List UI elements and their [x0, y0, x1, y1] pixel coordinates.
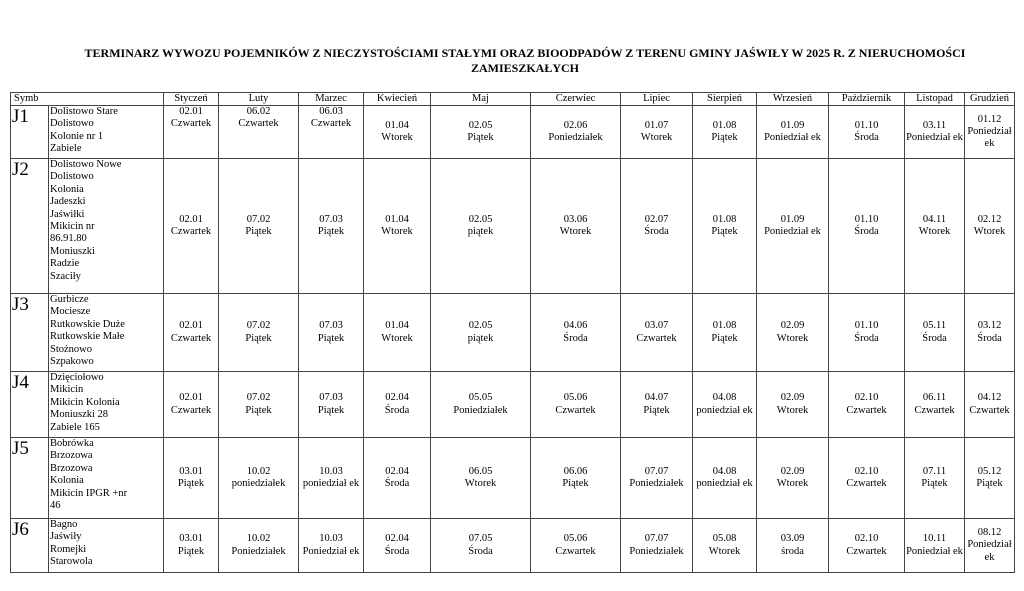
pickup-weekday: Poniedziałek — [629, 545, 684, 557]
pickup-date: 10.03 — [319, 533, 343, 545]
header-month: Marzec — [299, 93, 364, 106]
header-month: Czerwiec — [531, 93, 621, 106]
pickup-cell — [431, 519, 531, 573]
pickup-cell — [757, 106, 829, 159]
pickup-weekday: Poniedział ek — [906, 545, 963, 557]
pickup-date: 01.04 — [385, 320, 409, 332]
pickup-weekday: Środa — [384, 478, 410, 489]
pickup-cell — [364, 294, 431, 372]
pickup-cell — [364, 519, 431, 573]
pickup-date: 04.07 — [644, 392, 669, 404]
pickup-cell — [757, 159, 829, 294]
area-name: Kolonia — [50, 475, 84, 487]
pickup-cell — [164, 159, 219, 294]
pickup-weekday: Czwartek — [969, 404, 1010, 416]
pickup-cell — [219, 159, 299, 294]
pickup-cell — [164, 294, 219, 372]
schedule-row — [11, 372, 1015, 438]
pickup-weekday: Poniedziałek — [967, 125, 1012, 150]
area-name: Brzozowa — [50, 450, 93, 462]
pickup-weekday: Piątek — [317, 332, 345, 344]
pickup-date: 06.11 — [922, 392, 947, 404]
pickup-cell — [905, 438, 965, 519]
pickup-weekday: Środa — [644, 226, 669, 237]
pickup-cell — [219, 519, 299, 573]
pickup-cell — [364, 438, 431, 519]
header-month: Listopad — [905, 93, 965, 106]
area-name: Bobrówka — [50, 438, 94, 449]
pickup-cell — [299, 294, 364, 372]
pickup-date: 07.07 — [644, 533, 669, 545]
header-month: Luty — [219, 93, 299, 106]
pickup-cell — [693, 519, 757, 573]
pickup-weekday: Środa — [922, 332, 947, 344]
header-symb: Symb — [11, 93, 164, 106]
pickup-date: 07.03 — [319, 392, 343, 404]
area-name: Gurbicze — [50, 294, 89, 305]
pickup-cell — [621, 372, 693, 438]
pickup-cell — [364, 372, 431, 438]
area-name: Zabiele — [50, 143, 82, 155]
pickup-weekday: Poniedziałek — [967, 539, 1012, 563]
area-name: Dolistowo Stare — [50, 106, 118, 117]
pickup-date: 01.08 — [712, 213, 737, 225]
area-name: Szaciły — [50, 270, 81, 282]
schedule-row — [11, 294, 1015, 372]
pickup-date: 01.08 — [712, 320, 737, 332]
pickup-date: 04.12 — [977, 392, 1002, 404]
pickup-cell — [431, 372, 531, 438]
pickup-weekday: poniedział ek — [696, 478, 753, 489]
pickup-date: 02.01 — [179, 392, 203, 404]
pickup-date: 08.12 — [977, 527, 1002, 539]
pickup-cell — [431, 159, 531, 294]
pickup-weekday: Piątek — [711, 226, 738, 237]
header-month: Październik — [829, 93, 905, 106]
pickup-weekday: piątek — [467, 226, 494, 237]
pickup-cell — [693, 294, 757, 372]
pickup-cell — [829, 519, 905, 573]
header-month: Sierpień — [693, 93, 757, 106]
pickup-date: 02.01 — [179, 320, 203, 332]
pickup-weekday: Środa — [854, 132, 879, 143]
pickup-date: 03.12 — [977, 320, 1002, 332]
pickup-weekday: poniedział ek — [696, 404, 753, 416]
pickup-date: 02.09 — [780, 320, 805, 332]
pickup-weekday: Poniedział ek — [764, 132, 821, 143]
pickup-cell — [531, 106, 621, 159]
pickup-cell — [431, 294, 531, 372]
pickup-date: 02.05 — [468, 320, 493, 332]
route-symbol: J1 — [11, 106, 49, 159]
pickup-weekday: Wtorek — [559, 226, 592, 237]
document-title: TERMINARZ WYWOZU POJEMNIKÓW Z NIECZYSTOŚCIAMI STAŁYMI ORAZ BIOODPADÓW Z TERENU GMINY JAŚWIŁY W 2025 R. Z NIERUCHOMOŚCI ZAMIESZKAŁYCH — [84, 46, 966, 75]
schedule-row — [11, 438, 1015, 519]
pickup-date: 04.08 — [712, 392, 737, 404]
route-symbol: J5 — [11, 438, 49, 519]
area-name: 46 — [50, 500, 61, 512]
pickup-weekday: Wtorek — [640, 132, 673, 143]
header-month: Kwiecień — [364, 93, 431, 106]
pickup-cell — [905, 159, 965, 294]
pickup-date: 03.07 — [644, 320, 669, 332]
pickup-cell — [621, 438, 693, 519]
area-name: Kolonie nr 1 — [50, 130, 104, 142]
pickup-weekday: Piątek — [317, 404, 345, 416]
pickup-date: 02.09 — [780, 392, 805, 404]
pickup-date: 02.12 — [977, 213, 1002, 225]
area-name: Szpakowo — [50, 356, 94, 368]
pickup-date: 01.10 — [854, 320, 879, 332]
pickup-date: 03.01 — [179, 465, 203, 477]
pickup-cell — [531, 519, 621, 573]
pickup-cell — [757, 372, 829, 438]
pickup-cell — [829, 438, 905, 519]
pickup-date: 07.03 — [319, 320, 343, 332]
pickup-cell — [829, 106, 905, 159]
pickup-cell — [693, 106, 757, 159]
pickup-date: 10.02 — [246, 533, 271, 545]
pickup-weekday: Środa — [854, 226, 879, 237]
pickup-cell — [757, 519, 829, 573]
pickup-weekday: Piątek — [467, 132, 494, 143]
pickup-cell — [965, 106, 1015, 159]
pickup-weekday: Czwartek — [846, 545, 887, 557]
pickup-date: 01.09 — [780, 119, 805, 131]
area-name: Starowola — [50, 556, 93, 568]
pickup-date: 07.07 — [644, 465, 669, 477]
pickup-date: 06.03 — [319, 106, 343, 117]
area-name: Rutkowskie Duże — [50, 318, 125, 330]
area-name: Mikicin Kolonia — [50, 396, 120, 408]
pickup-date: 02.10 — [854, 392, 879, 404]
pickup-weekday: Czwartek — [310, 118, 352, 130]
area-name: Mikicin IPGR +nr — [50, 487, 128, 499]
pickup-date: 07.02 — [246, 320, 271, 332]
pickup-weekday: Środa — [563, 332, 588, 344]
pickup-weekday: Czwartek — [636, 332, 677, 344]
pickup-weekday: Wtorek — [381, 226, 413, 237]
pickup-date: 01.07 — [644, 119, 669, 131]
pickup-weekday: Poniedziałek — [453, 404, 508, 416]
pickup-cell — [164, 519, 219, 573]
pickup-cell — [364, 159, 431, 294]
pickup-date: 02.05 — [468, 213, 493, 225]
pickup-weekday: poniedział ek — [302, 478, 360, 489]
pickup-weekday: Wtorek — [776, 332, 809, 344]
pickup-cell — [164, 438, 219, 519]
area-name: Bagno — [50, 519, 78, 530]
pickup-date: 03.06 — [563, 213, 588, 225]
pickup-weekday: Piątek — [177, 478, 205, 489]
area-name: Dolistowo Nowe — [50, 159, 122, 170]
pickup-cell — [965, 438, 1015, 519]
schedule-row — [11, 106, 1015, 159]
pickup-weekday: Piątek — [976, 478, 1003, 489]
area-name: Dolistowo — [50, 171, 94, 183]
pickup-cell — [164, 106, 219, 159]
header-month: Wrzesień — [757, 93, 829, 106]
pickup-cell — [693, 438, 757, 519]
area-name: Jaświły — [50, 531, 82, 543]
pickup-weekday: Czwartek — [846, 478, 887, 489]
route-symbol: J6 — [11, 519, 49, 573]
pickup-date: 04.11 — [922, 213, 947, 225]
pickup-cell — [905, 106, 965, 159]
pickup-cell — [905, 372, 965, 438]
pickup-weekday: Czwartek — [914, 404, 955, 416]
pickup-weekday: Czwartek — [170, 404, 212, 416]
header-month: Grudzień — [965, 93, 1015, 106]
route-areas — [49, 372, 164, 438]
pickup-date: 04.06 — [563, 320, 588, 332]
pickup-weekday: Wtorek — [381, 132, 413, 143]
pickup-cell — [299, 519, 364, 573]
pickup-date: 03.11 — [922, 119, 947, 131]
header-month: Styczeń — [164, 93, 219, 106]
area-name: Mikicin — [50, 384, 84, 396]
pickup-date: 01.10 — [854, 119, 879, 131]
pickup-cell — [219, 372, 299, 438]
pickup-weekday: Czwartek — [555, 404, 596, 416]
schedule-table — [10, 92, 1015, 573]
pickup-date: 07.02 — [246, 392, 271, 404]
pickup-cell — [693, 372, 757, 438]
pickup-date: 05.06 — [563, 533, 588, 545]
pickup-weekday: Wtorek — [381, 332, 413, 344]
pickup-date: 05.11 — [922, 320, 947, 332]
pickup-date: 07.11 — [922, 465, 947, 477]
pickup-date: 10.02 — [246, 465, 271, 477]
header-month: Maj — [431, 93, 531, 106]
pickup-weekday: Piątek — [177, 545, 205, 557]
pickup-weekday: Czwartek — [238, 118, 279, 130]
pickup-cell — [299, 106, 364, 159]
pickup-date: 02.01 — [179, 106, 203, 117]
pickup-date: 02.07 — [644, 213, 669, 225]
pickup-date: 05.12 — [977, 465, 1002, 477]
pickup-date: 06.06 — [563, 465, 588, 477]
pickup-date: 01.08 — [712, 119, 737, 131]
pickup-weekday: Poniedział ek — [302, 545, 360, 557]
pickup-weekday: Środa — [384, 404, 410, 416]
pickup-cell — [757, 438, 829, 519]
pickup-weekday: piątek — [467, 332, 494, 344]
pickup-weekday: Czwartek — [555, 545, 596, 557]
pickup-cell — [299, 159, 364, 294]
pickup-weekday: Środa — [854, 332, 879, 344]
route-areas — [49, 438, 164, 519]
pickup-cell — [905, 519, 965, 573]
area-name: Mikicin nr — [50, 221, 95, 233]
pickup-weekday: Poniedziałek — [629, 478, 684, 489]
pickup-cell — [965, 294, 1015, 372]
pickup-cell — [299, 438, 364, 519]
area-name: Jaświłki — [50, 208, 85, 220]
pickup-weekday: Piątek — [245, 226, 272, 237]
pickup-date: 05.05 — [468, 392, 493, 404]
pickup-date: 01.04 — [385, 213, 409, 225]
pickup-cell — [621, 159, 693, 294]
route-symbol: J4 — [11, 372, 49, 438]
header-month: Lipiec — [621, 93, 693, 106]
pickup-date: 01.10 — [854, 213, 879, 225]
pickup-weekday: Piątek — [711, 132, 738, 143]
pickup-date: 10.11 — [922, 533, 947, 545]
area-name: Stożnowo — [50, 343, 92, 355]
pickup-weekday: Piątek — [245, 332, 272, 344]
pickup-weekday: środa — [781, 545, 804, 557]
pickup-weekday: poniedziałek — [231, 478, 286, 489]
pickup-weekday: Środa — [384, 545, 410, 557]
area-name: Radzie — [50, 258, 80, 270]
area-name: 86.91.80 — [50, 233, 87, 245]
area-name: Moniuszki — [50, 245, 95, 257]
pickup-date: 02.06 — [563, 119, 588, 131]
area-name: Kolonia — [50, 183, 84, 195]
pickup-weekday: Wtorek — [776, 478, 809, 489]
pickup-weekday: Czwartek — [170, 226, 212, 237]
pickup-weekday: Wtorek — [464, 478, 497, 489]
pickup-weekday: Piątek — [643, 404, 670, 416]
schedule-row — [11, 159, 1015, 294]
pickup-date: 07.02 — [246, 213, 271, 225]
pickup-date: 02.04 — [385, 392, 409, 404]
pickup-date: 06.05 — [468, 465, 493, 477]
pickup-date: 01.09 — [780, 213, 805, 225]
pickup-cell — [905, 294, 965, 372]
area-name: Mociesze — [50, 306, 91, 318]
pickup-cell — [531, 438, 621, 519]
pickup-date: 05.08 — [712, 533, 737, 545]
pickup-date: 01.12 — [977, 113, 1002, 125]
pickup-cell — [965, 372, 1015, 438]
pickup-cell — [164, 372, 219, 438]
area-name: Jadeszki — [50, 196, 86, 208]
pickup-cell — [693, 159, 757, 294]
pickup-cell — [965, 159, 1015, 294]
header-row — [11, 93, 1015, 106]
pickup-cell — [621, 519, 693, 573]
area-name: Rutkowskie Małe — [50, 331, 125, 343]
route-symbol: J3 — [11, 294, 49, 372]
schedule-row — [11, 519, 1015, 573]
pickup-cell — [621, 106, 693, 159]
pickup-cell — [531, 372, 621, 438]
pickup-weekday: Środa — [468, 545, 493, 557]
pickup-weekday: Poniedziałek — [548, 132, 603, 143]
pickup-date: 07.05 — [468, 533, 493, 545]
route-areas — [49, 159, 164, 294]
route-symbol: J2 — [11, 159, 49, 294]
pickup-weekday: Wtorek — [973, 226, 1006, 237]
route-areas — [49, 519, 164, 573]
pickup-weekday: Piątek — [317, 226, 345, 237]
area-name: Moniuszki 28 — [50, 409, 109, 421]
pickup-date: 03.01 — [179, 533, 203, 545]
route-areas — [49, 294, 164, 372]
pickup-cell — [531, 159, 621, 294]
pickup-date: 02.04 — [385, 465, 409, 477]
area-name: Dzięciołowo — [50, 372, 104, 383]
pickup-date: 07.03 — [319, 213, 343, 225]
pickup-cell — [364, 106, 431, 159]
area-name: Dolistowo — [50, 118, 94, 130]
pickup-date: 05.06 — [563, 392, 588, 404]
pickup-weekday: Poniedział ek — [906, 132, 963, 143]
pickup-weekday: Środa — [977, 332, 1002, 344]
pickup-weekday: Wtorek — [776, 404, 809, 416]
pickup-date: 01.04 — [385, 119, 409, 131]
pickup-date: 06.02 — [246, 106, 271, 117]
pickup-cell — [757, 294, 829, 372]
pickup-weekday: Czwartek — [170, 332, 212, 344]
pickup-cell — [219, 294, 299, 372]
pickup-date: 02.04 — [385, 533, 409, 545]
pickup-cell — [431, 438, 531, 519]
pickup-date: 04.08 — [712, 465, 737, 477]
pickup-cell — [299, 372, 364, 438]
pickup-cell — [219, 106, 299, 159]
pickup-date: 02.10 — [854, 533, 879, 545]
pickup-weekday: Wtorek — [918, 226, 951, 237]
pickup-date: 10.03 — [319, 465, 343, 477]
pickup-weekday: Piątek — [711, 332, 738, 344]
pickup-date: 02.01 — [179, 213, 203, 225]
pickup-cell — [219, 438, 299, 519]
pickup-weekday: Czwartek — [846, 404, 887, 416]
pickup-weekday: Czwartek — [170, 118, 212, 130]
pickup-cell — [965, 519, 1015, 573]
pickup-weekday: Poniedział ek — [764, 226, 821, 237]
pickup-cell — [829, 294, 905, 372]
area-name: Brzozowa — [50, 462, 93, 474]
pickup-weekday: Piątek — [921, 478, 948, 489]
area-name: Zabiele 165 — [50, 421, 100, 433]
area-name: Romejki — [50, 543, 87, 555]
pickup-date: 02.09 — [780, 465, 805, 477]
pickup-cell — [431, 106, 531, 159]
pickup-date: 02.10 — [854, 465, 879, 477]
pickup-cell — [531, 294, 621, 372]
pickup-cell — [621, 294, 693, 372]
pickup-cell — [829, 159, 905, 294]
pickup-weekday: Piątek — [562, 478, 589, 489]
pickup-date: 02.05 — [468, 119, 493, 131]
pickup-date: 03.09 — [780, 533, 805, 545]
pickup-cell — [829, 372, 905, 438]
pickup-weekday: Poniedziałek — [231, 545, 286, 557]
pickup-weekday: Wtorek — [708, 545, 741, 557]
pickup-weekday: Piątek — [245, 404, 272, 416]
route-areas — [49, 106, 164, 159]
